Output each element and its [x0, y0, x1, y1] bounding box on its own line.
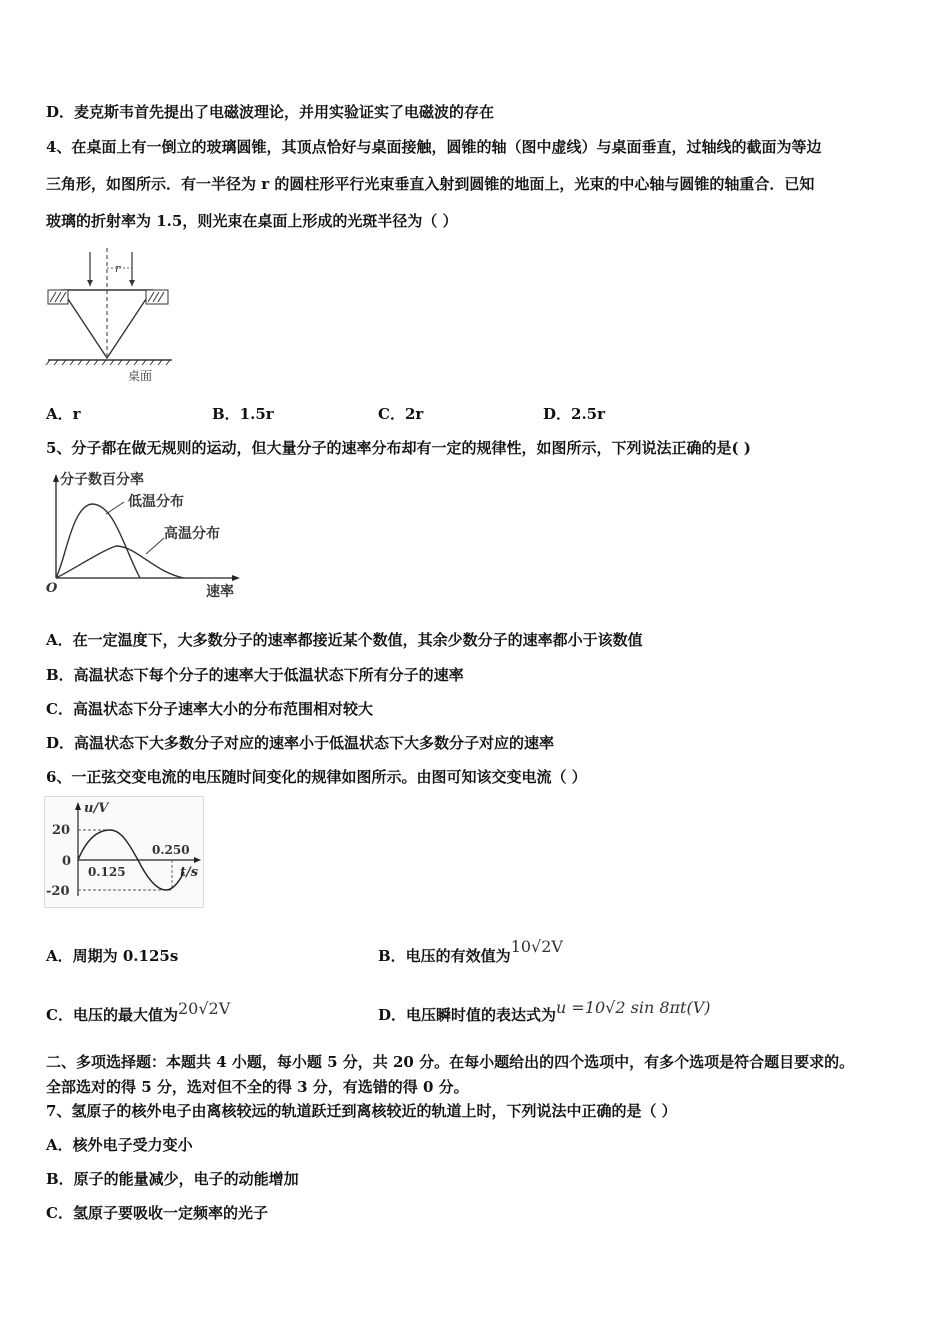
tick-20: 20 [52, 823, 71, 838]
q4-option-b: B．1.5r [212, 405, 274, 423]
high-temp-label: 高温分布 [164, 526, 220, 542]
section2-line2: 全部选对的得 5 分，选对但不全的得 3 分，有选错的得 0 分。 [46, 1078, 469, 1096]
q4-stem-line3: 玻璃的折射率为 1.5，则光束在桌面上形成的光斑半径为（ ） [46, 212, 458, 230]
q6-stem: 6、一正弦交变电流的电压随时间变化的规律如图所示。由图可知该交变电流（ ） [46, 768, 587, 786]
q5-option-c: C．高温状态下分子速率大小的分布范围相对较大 [46, 700, 373, 718]
q5-option-b: B．高温状态下每个分子的速率大于低温状态下所有分子的速率 [46, 666, 464, 684]
q4-option-c: C．2r [378, 405, 424, 423]
ray-arrow-right [129, 280, 135, 286]
q5-distribution-figure [44, 468, 244, 606]
u-axis-label: u/V [84, 801, 109, 816]
table-hatching [46, 360, 170, 365]
radius-label: r [115, 262, 121, 275]
q6-option-a: A．周期为 0.125s [46, 947, 179, 965]
q3-option-d: D．麦克斯韦首先提出了电磁波理论，并用实验证实了电磁波的存在 [46, 103, 495, 121]
tick-minus20: -20 [46, 884, 70, 899]
section2-line1: 二、多项选择题：本题共 4 小题，每小题 5 分，共 20 分。在每小题给出的四个选项中，有多个选项是符合题目要求的。 [46, 1053, 855, 1071]
x-axis-arrow [232, 575, 240, 581]
q7-option-b: B．原子的能量减少，电子的动能增加 [46, 1170, 299, 1188]
q6-option-d [378, 998, 711, 1025]
q4-option-a: A．r [46, 405, 81, 423]
low-temp-label: 低温分布 [128, 494, 184, 510]
y-axis-label: 分子数百分率 [60, 472, 144, 488]
table-label: 桌面 [128, 369, 153, 383]
low-temp-curve [56, 504, 140, 578]
q4-option-d: D．2.5r [543, 405, 606, 423]
q6-option-b [378, 937, 563, 966]
q7-stem: 7、氢原子的核外电子由离核较远的轨道跃迁到离核较近的轨道上时，下列说法中正确的是（ ） [46, 1102, 677, 1120]
q6-option-b-math: 10√2V [510, 937, 563, 956]
tick-t-0125: 0.125 [88, 865, 126, 879]
t-axis-label: t/s [180, 865, 199, 880]
q4-cone-figure [44, 244, 176, 386]
q6-option-b-text: B．电压的有效值为 [378, 947, 511, 965]
q4-stem-line2: 三角形，如图所示．有一半径为 r 的圆柱形平行光束垂直入射到圆锥的地面上，光束的中心轴与圆锥的轴重合．已知 [46, 175, 815, 193]
q6-option-d-math: u =10√2 sin 8πt(V) [556, 998, 711, 1017]
q5-option-d: D．高温状态下大多数分子对应的速率小于低温状态下大多数分子对应的速率 [46, 734, 555, 752]
holder-right [146, 290, 168, 304]
high-temp-leader [146, 538, 164, 554]
q5-stem: 5、分子都在做无规则的运动，但大量分子的速率分布却有一定的规律性，如图所示，下列说法正确的是( ) [46, 439, 751, 457]
ray-arrow-left [87, 280, 93, 286]
tick-0: 0 [62, 854, 72, 869]
q6-option-c-text: C．电压的最大值为 [46, 1006, 178, 1024]
q7-option-c: C．氢原子要吸收一定频率的光子 [46, 1204, 268, 1222]
tick-t-0250: 0.250 [152, 843, 190, 857]
q6-option-c-math: 20√2V [177, 999, 231, 1018]
q5-option-a: A．在一定温度下，大多数分子的速率都接近某个数值，其余少数分子的速率都小于该数值 [46, 631, 643, 649]
high-temp-curve [56, 546, 184, 578]
q4-stem-line1: 4、在桌面上有一倒立的玻璃圆锥，其顶点恰好与桌面接触，圆锥的轴（图中虚线）与桌面垂直，过轴线的截面为等边 [46, 138, 822, 156]
low-temp-leader [106, 502, 124, 514]
x-axis-label: 速率 [206, 584, 234, 600]
origin-label: O [46, 581, 58, 596]
q7-option-a: A．核外电子受力变小 [46, 1136, 193, 1154]
y-axis-arrow [53, 474, 59, 482]
q6-option-d-text: D．电压瞬时值的表达式为 [378, 1006, 557, 1024]
holder-left [48, 290, 68, 304]
q6-voltage-figure [44, 796, 204, 908]
q6-option-c [46, 999, 231, 1025]
